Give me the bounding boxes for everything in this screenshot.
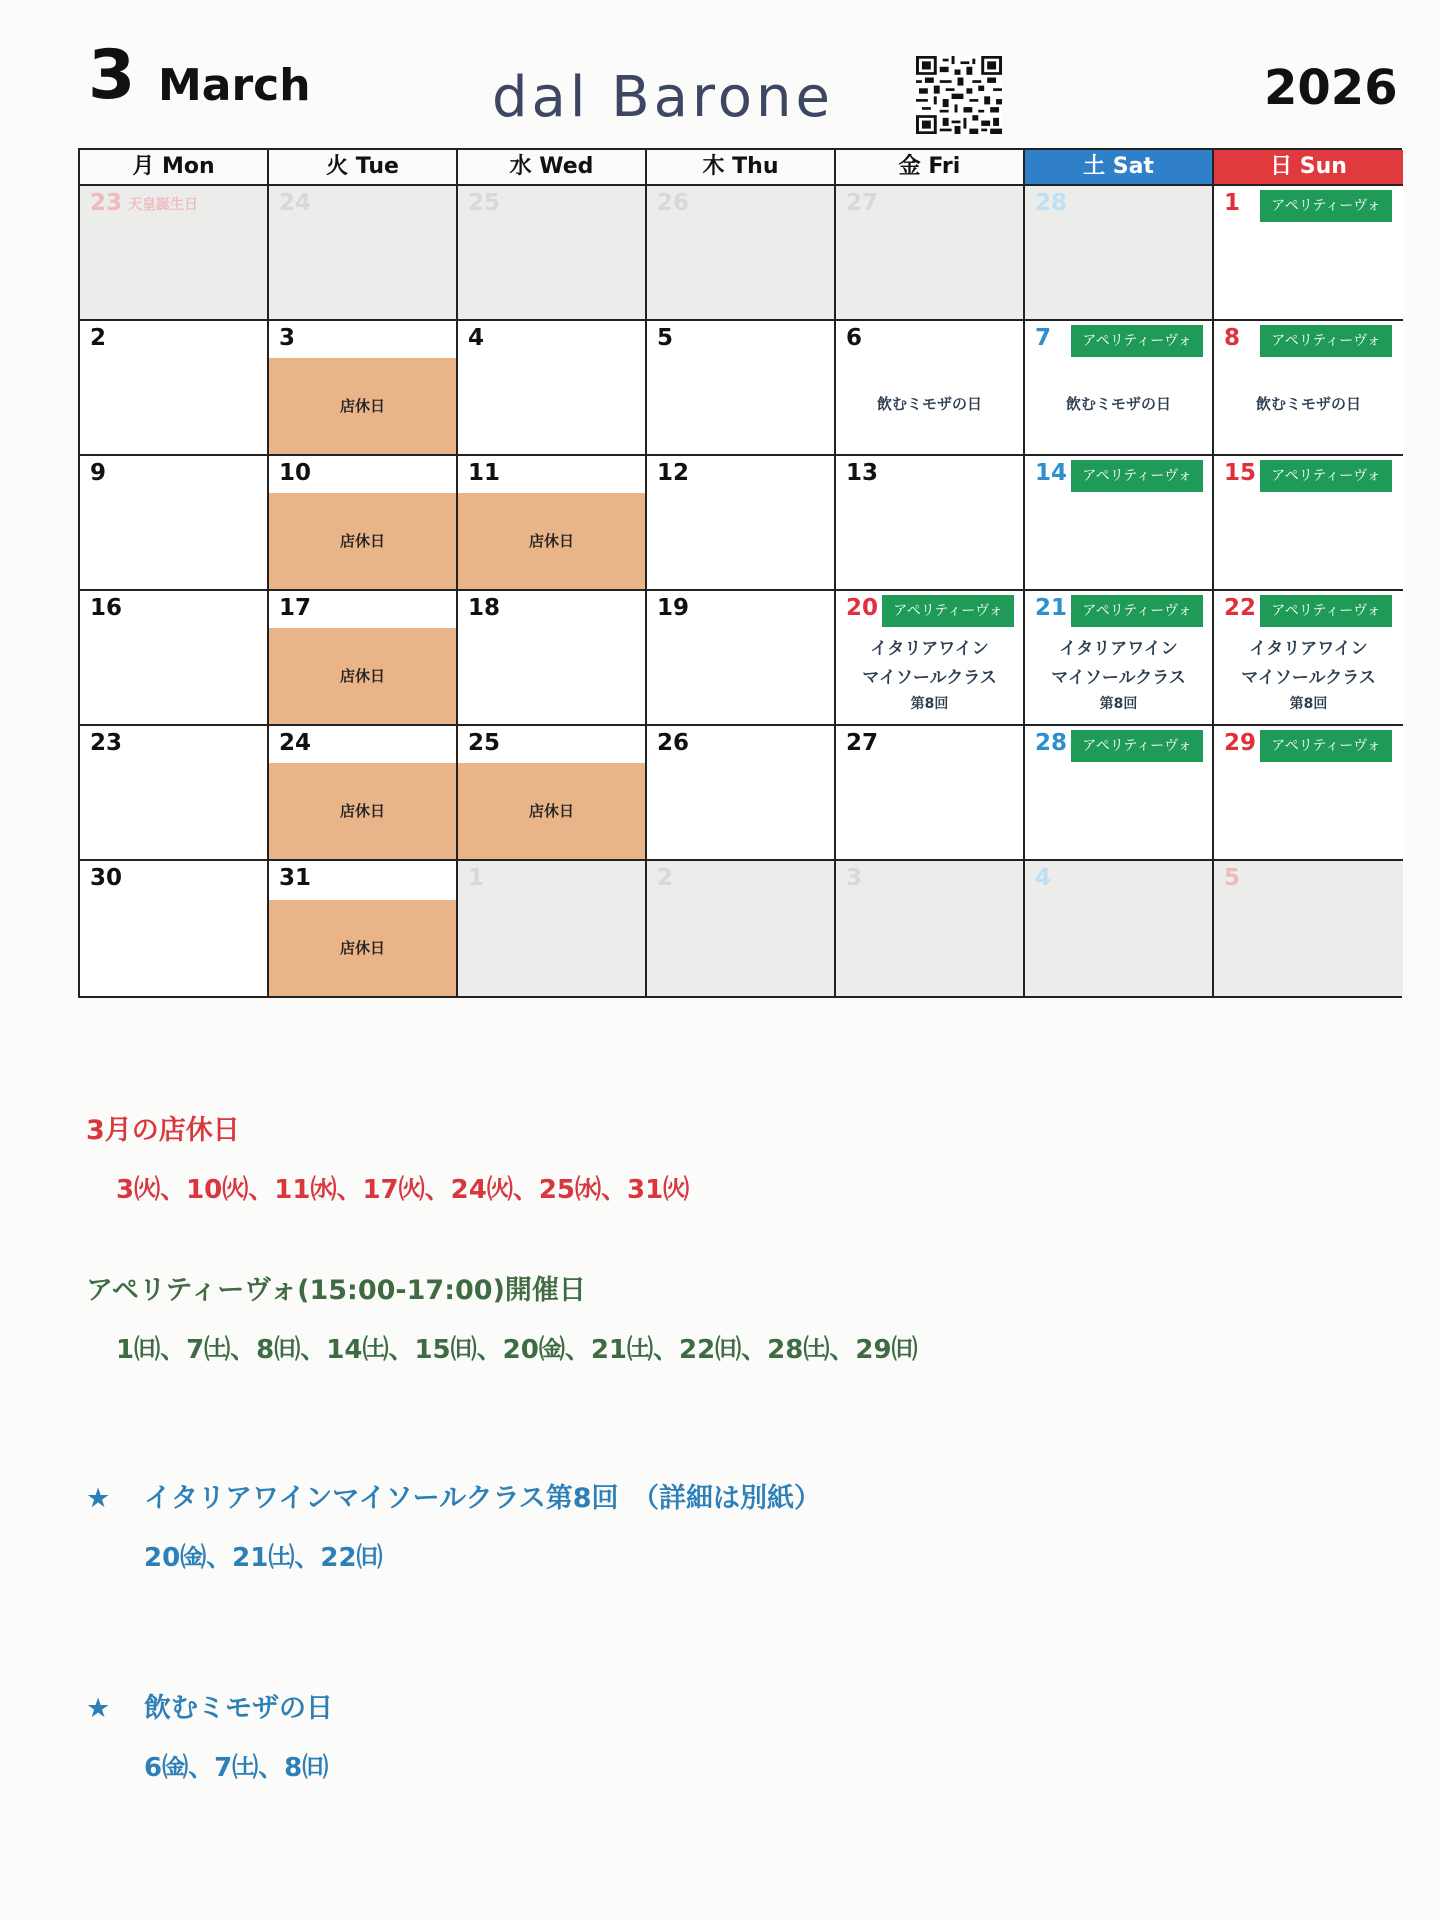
other-month-day-cell[interactable] — [647, 861, 836, 996]
day-cell[interactable] — [1214, 186, 1403, 321]
closed-days-list: 3㈫、10㈫、11㈬、17㈫、24㈫、25㈬、31㈫ — [116, 1175, 690, 1205]
wine-class-line: イタリアワイン — [870, 639, 989, 659]
aperitivo-badge: アペリティーヴォ — [1260, 460, 1392, 492]
day-cell[interactable] — [269, 456, 458, 591]
aperitivo-days-list: 1㈰、7㈯、8㈰、14㈯、15㈰、20㈮、21㈯、22㈰、28㈯、29㈰ — [116, 1335, 918, 1365]
day-cell[interactable] — [1025, 456, 1214, 591]
day-number: 5 — [1224, 865, 1241, 891]
day-cell[interactable] — [836, 726, 1025, 861]
day-cell[interactable] — [80, 861, 269, 996]
closed-days-section — [86, 1108, 689, 1206]
day-cell[interactable] — [1025, 321, 1214, 456]
day-number: 2 — [90, 325, 107, 351]
star-icon: ★ — [86, 1693, 111, 1724]
wine-class-line: マイソールクラス — [1051, 668, 1186, 688]
closed-days-title: 3月の店休日 — [86, 1115, 240, 1146]
day-number: 24 — [279, 190, 312, 216]
holiday-label: 天皇誕生日 — [128, 197, 198, 213]
mimosa-section — [86, 1686, 333, 1784]
other-month-day-cell[interactable] — [458, 861, 647, 996]
year: 2026 — [1264, 60, 1398, 116]
aperitivo-badge: アペリティーヴォ — [1260, 730, 1392, 762]
day-number: 27 — [846, 190, 879, 216]
day-number: 3 — [846, 865, 863, 891]
aperitivo-badge: アペリティーヴォ — [1071, 595, 1203, 627]
mimosa-title: 飲むミモザの日 — [144, 1693, 333, 1724]
day-cell[interactable] — [1214, 321, 1403, 456]
day-cell[interactable] — [269, 726, 458, 861]
day-number: 18 — [468, 595, 501, 621]
day-number: 25 — [468, 190, 501, 216]
day-number: 29 — [1224, 730, 1257, 756]
day-number: 4 — [468, 325, 485, 351]
aperitivo-badge: アペリティーヴォ — [1260, 595, 1392, 627]
aperitivo-title: アペリティーヴォ(15:00-17:00)開催日 — [86, 1275, 586, 1306]
day-number: 8 — [1224, 325, 1241, 351]
weekday-header: 金 Fri — [836, 150, 1025, 186]
other-month-day-cell[interactable] — [1025, 186, 1214, 321]
closed-day-block: 店休日 — [269, 358, 456, 454]
other-month-day-cell[interactable] — [836, 861, 1025, 996]
day-cell[interactable] — [647, 591, 836, 726]
day-number: 23 — [90, 190, 123, 216]
day-cell[interactable] — [80, 456, 269, 591]
day-number: 26 — [657, 190, 690, 216]
calendar-header — [0, 0, 1440, 150]
aperitivo-badge: アペリティーヴォ — [1260, 325, 1392, 357]
other-month-day-cell[interactable] — [80, 186, 269, 321]
month-name: March — [158, 60, 311, 111]
day-number: 30 — [90, 865, 123, 891]
day-cell[interactable] — [458, 456, 647, 591]
closed-day-block: 店休日 — [458, 493, 645, 589]
day-number: 28 — [1035, 730, 1068, 756]
star-icon: ★ — [86, 1483, 111, 1514]
day-cell[interactable] — [458, 591, 647, 726]
mimosa-days-list: 6㈮、7㈯、8㈰ — [144, 1753, 329, 1783]
mimosa-day-label: 飲むミモザの日 — [1065, 395, 1171, 413]
aperitivo-badge: アペリティーヴォ — [1071, 325, 1203, 357]
closed-day-block: 店休日 — [269, 763, 456, 859]
month-number: 3 — [88, 36, 136, 115]
day-cell[interactable] — [1025, 591, 1214, 726]
day-cell[interactable] — [647, 456, 836, 591]
day-cell[interactable] — [80, 726, 269, 861]
day-cell[interactable] — [647, 321, 836, 456]
day-number: 28 — [1035, 190, 1068, 216]
wine-class-section — [86, 1476, 821, 1574]
weekday-header: 月 Mon — [80, 150, 269, 186]
other-month-day-cell[interactable] — [1214, 861, 1403, 996]
day-cell[interactable] — [458, 726, 647, 861]
day-number: 24 — [279, 730, 312, 756]
day-number: 16 — [90, 595, 123, 621]
day-cell[interactable] — [836, 591, 1025, 726]
day-cell[interactable] — [836, 456, 1025, 591]
wine-class-label — [1214, 635, 1403, 715]
day-cell[interactable] — [647, 726, 836, 861]
day-number: 6 — [846, 325, 863, 351]
day-number: 15 — [1224, 460, 1257, 486]
other-month-day-cell[interactable] — [458, 186, 647, 321]
wine-class-line: イタリアワイン — [1249, 639, 1368, 659]
wine-class-title-row — [86, 1476, 821, 1515]
day-number: 11 — [468, 460, 501, 486]
wine-class-title: イタリアワインマイソールクラス第8回 （詳細は別紙） — [144, 1483, 822, 1514]
day-number: 9 — [90, 460, 107, 486]
day-number: 27 — [846, 730, 879, 756]
day-number: 1 — [1224, 190, 1241, 216]
day-cell[interactable] — [1214, 726, 1403, 861]
mimosa-day-label: 飲むミモザの日 — [876, 395, 982, 413]
day-cell[interactable] — [1214, 456, 1403, 591]
closed-day-block: 店休日 — [269, 493, 456, 589]
weekday-header: 日 Sun — [1214, 150, 1403, 186]
day-number: 13 — [846, 460, 879, 486]
day-number: 14 — [1035, 460, 1068, 486]
wine-class-label — [836, 635, 1023, 715]
day-number: 7 — [1035, 325, 1052, 351]
aperitivo-section — [86, 1268, 918, 1366]
brand-logo: dal Barone — [492, 65, 834, 130]
day-cell[interactable] — [269, 591, 458, 726]
day-cell[interactable] — [269, 861, 458, 996]
other-month-day-cell[interactable] — [836, 186, 1025, 321]
aperitivo-badge: アペリティーヴォ — [882, 595, 1014, 627]
wine-class-days-list: 20㈮、21㈯、22㈰ — [144, 1543, 383, 1573]
day-cell[interactable] — [1025, 726, 1214, 861]
closed-day-block: 店休日 — [269, 900, 456, 996]
day-number: 21 — [1035, 595, 1068, 621]
closed-day-block: 店休日 — [269, 628, 456, 724]
aperitivo-badge: アペリティーヴォ — [1071, 730, 1203, 762]
day-cell[interactable] — [80, 591, 269, 726]
day-number: 31 — [279, 865, 312, 891]
other-month-day-cell[interactable] — [269, 186, 458, 321]
weekday-header: 土 Sat — [1025, 150, 1214, 186]
other-month-day-cell[interactable] — [1025, 861, 1214, 996]
month-calendar-grid — [78, 148, 1402, 998]
day-number: 26 — [657, 730, 690, 756]
day-number: 12 — [657, 460, 690, 486]
mimosa-day-label: 飲むミモザの日 — [1255, 395, 1361, 413]
wine-class-line: イタリアワイン — [1059, 639, 1178, 659]
day-number: 22 — [1224, 595, 1257, 621]
weekday-header: 火 Tue — [269, 150, 458, 186]
day-number: 23 — [90, 730, 123, 756]
wine-class-line: マイソールクラス — [862, 668, 997, 688]
day-cell[interactable] — [458, 321, 647, 456]
day-number: 25 — [468, 730, 501, 756]
day-number: 17 — [279, 595, 312, 621]
day-cell[interactable] — [269, 321, 458, 456]
aperitivo-badge: アペリティーヴォ — [1260, 190, 1392, 222]
wine-class-line: 第8回 — [1099, 696, 1138, 712]
day-number: 2 — [657, 865, 674, 891]
day-number: 19 — [657, 595, 690, 621]
wine-class-label — [1025, 635, 1212, 715]
wine-class-line: マイソールクラス — [1241, 668, 1376, 688]
day-number: 4 — [1035, 865, 1052, 891]
aperitivo-badge: アペリティーヴォ — [1071, 460, 1203, 492]
closed-day-block: 店休日 — [458, 763, 645, 859]
day-number: 5 — [657, 325, 674, 351]
wine-class-line: 第8回 — [1289, 696, 1328, 712]
day-number: 10 — [279, 460, 312, 486]
qr-code-icon[interactable] — [916, 56, 1002, 134]
day-cell[interactable] — [1214, 591, 1403, 726]
wine-class-line: 第8回 — [910, 696, 949, 712]
day-number: 20 — [846, 595, 879, 621]
day-number: 1 — [468, 865, 485, 891]
weekday-header: 水 Wed — [458, 150, 647, 186]
day-cell[interactable] — [836, 321, 1025, 456]
weekday-header: 木 Thu — [647, 150, 836, 186]
mimosa-title-row — [86, 1686, 333, 1725]
day-cell[interactable] — [80, 321, 269, 456]
other-month-day-cell[interactable] — [647, 186, 836, 321]
day-number: 3 — [279, 325, 296, 351]
